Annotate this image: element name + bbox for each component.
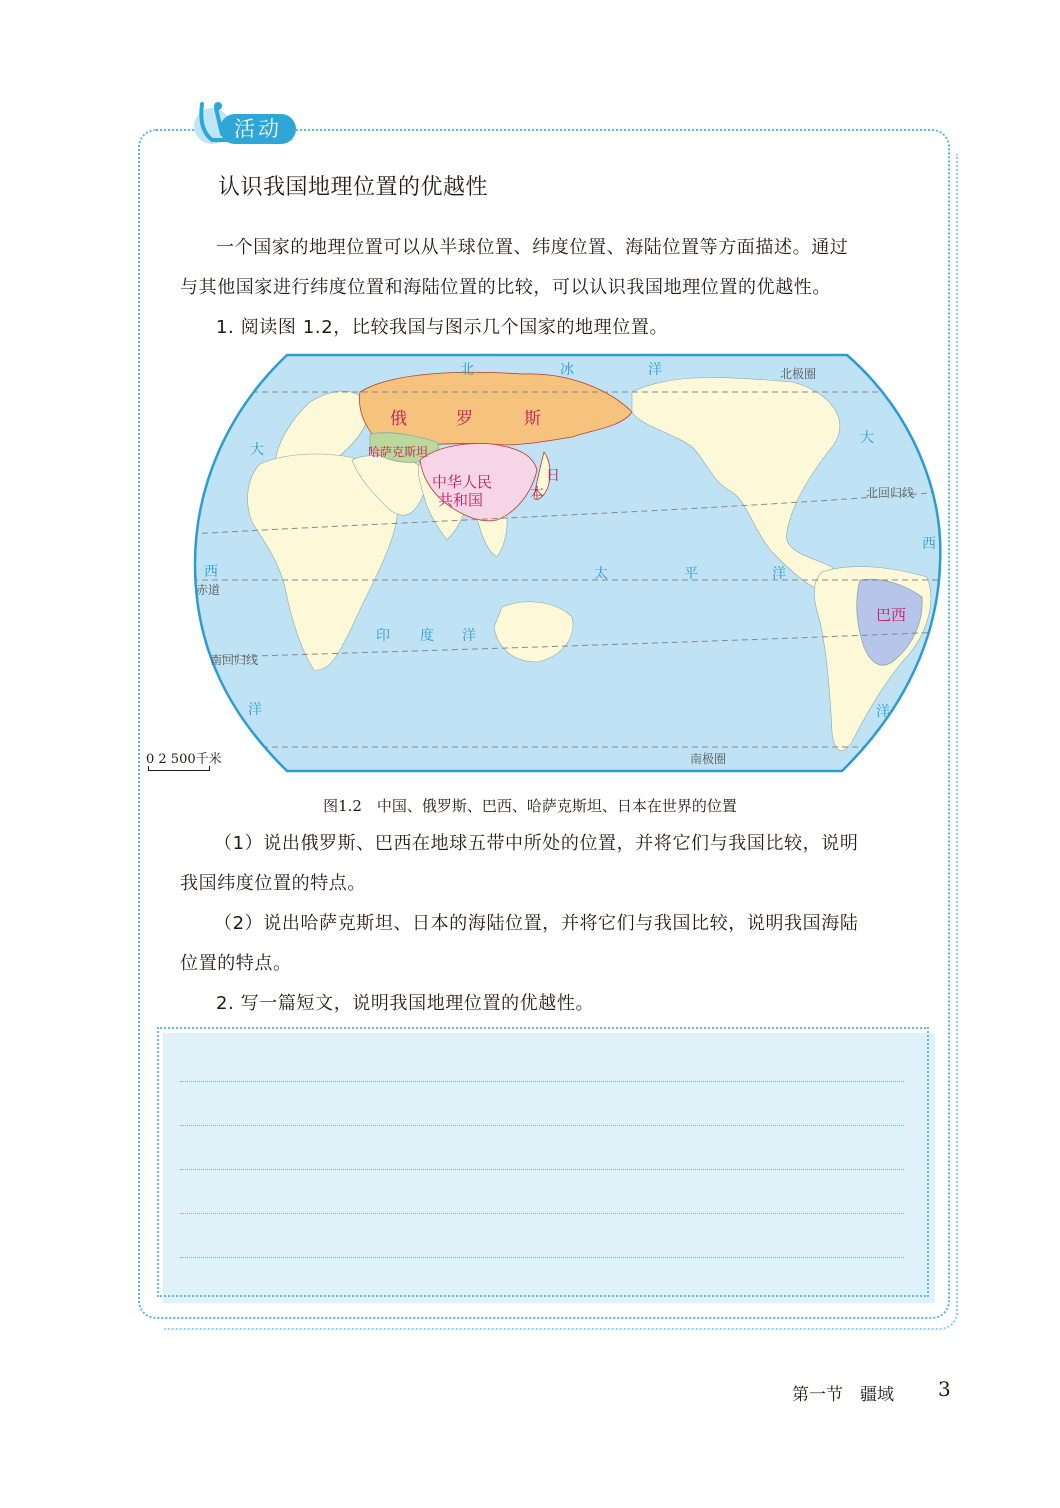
tropic-of-capricorn-label: 南回归线 [210, 653, 259, 667]
writing-line [180, 1081, 904, 1082]
footer-section-title: 第一节 疆域 [792, 1385, 894, 1405]
ocean-label-atlantic-w-1: 大 [250, 442, 264, 458]
russia-label-1: 俄 [390, 409, 407, 429]
antarctic-circle-label: 南极圈 [690, 752, 727, 766]
ocean-label-pacific-3: 洋 [772, 566, 786, 582]
page-number: 3 [938, 1377, 951, 1401]
arctic-circle-label: 北极圈 [780, 367, 817, 381]
ocean-label-pacific-1: 太 [594, 566, 608, 582]
ocean-label-atlantic-e-2: 西 [922, 536, 936, 552]
question-1-line-1: （1）说出俄罗斯、巴西在地球五带中所处的位置，并将它们与我国比较，说明 [214, 833, 859, 854]
ocean-label-indian-2: 度 [420, 628, 434, 644]
ocean-label-atlantic-w-2: 西 [204, 564, 218, 580]
ocean-label-arctic-3: 洋 [648, 362, 662, 378]
ocean-label-atlantic-e-3: 洋 [876, 704, 890, 720]
russia-label-2: 罗 [456, 409, 473, 429]
ocean-label-atlantic-e-1: 大 [860, 430, 874, 446]
question-2-line-1: （2）说出哈萨克斯坦、日本的海陆位置，并将它们与我国比较，说明我国海陆 [214, 913, 859, 934]
task-2: 2. 写一篇短文，说明我国地理位置的优越性。 [216, 993, 595, 1014]
activity-badge [186, 98, 302, 148]
world-map [192, 352, 942, 774]
writing-line [180, 1213, 904, 1214]
world-map-svg [192, 352, 942, 774]
ocean-label-indian-1: 印 [376, 628, 390, 644]
ocean-label-indian-3: 洋 [462, 628, 476, 644]
brazil-label: 巴西 [876, 606, 907, 624]
japan-label-2: 本 [530, 486, 544, 502]
ocean-label-arctic-2: 冰 [560, 362, 574, 378]
figure-caption: 图1.2 中国、俄罗斯、巴西、哈萨克斯坦、日本在世界的位置 [323, 797, 737, 815]
activity-badge-label: 活动 [220, 114, 296, 144]
china-label-2: 共和国 [438, 491, 484, 509]
activity-heading: 认识我国地理位置的优越性 [218, 175, 489, 200]
map-scale-bar [148, 766, 210, 771]
kazakhstan-label: 哈萨克斯坦 [368, 445, 429, 459]
japan-label-1: 日 [546, 468, 560, 484]
writing-line [180, 1169, 904, 1170]
writing-line [180, 1257, 904, 1258]
tropic-of-cancer-label: 北回归线 [866, 486, 915, 500]
equator-label: 赤道 [196, 583, 221, 597]
ocean-label-pacific-2: 平 [684, 566, 698, 582]
ocean-label-atlantic-w-3: 洋 [248, 702, 262, 718]
task-1: 1. 阅读图 1.2，比较我国与图示几个国家的地理位置。 [216, 317, 669, 338]
intro-line-2: 与其他国家进行纬度位置和海陆位置的比较，可以认识我国地理位置的优越性。 [180, 277, 831, 298]
question-2-line-2: 位置的特点。 [180, 953, 292, 974]
china-label-1: 中华人民 [432, 473, 493, 491]
writing-line [180, 1125, 904, 1126]
map-scale-label: 0 2 500千米 [146, 752, 222, 767]
intro-line-1: 一个国家的地理位置可以从半球位置、纬度位置、海陆位置等方面描述。通过 [216, 237, 849, 258]
ocean-label-arctic-1: 北 [460, 362, 474, 378]
question-1-line-2: 我国纬度位置的特点。 [180, 873, 366, 894]
russia-label-3: 斯 [524, 409, 541, 429]
